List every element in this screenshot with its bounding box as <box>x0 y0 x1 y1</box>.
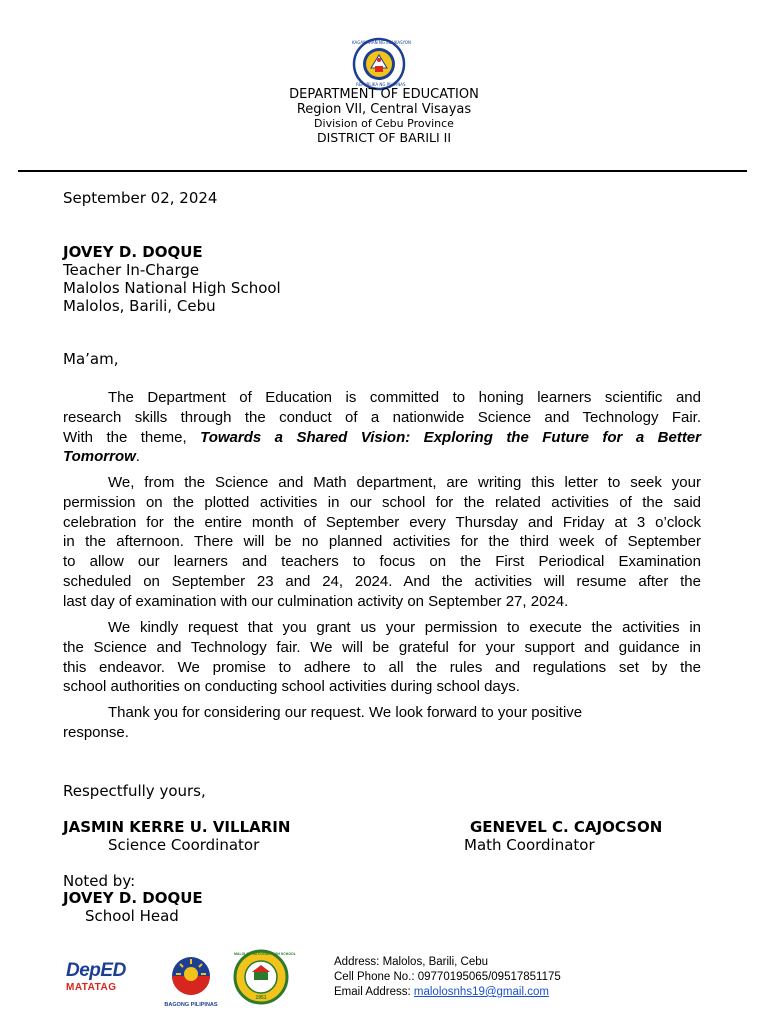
paragraph-line: We kindly request that you grant us your permission to execute the activities in <box>108 619 701 636</box>
letter-date: September 02, 2024 <box>63 189 218 207</box>
recipient-name: JOVEY D. DOQUE <box>63 243 203 261</box>
paragraph-line-theme <box>63 428 701 448</box>
recipient-school: Malolos National High School <box>63 279 281 297</box>
footer-address: Address: Malolos, Barili, Cebu <box>334 956 489 968</box>
closing: Respectfully yours, <box>63 782 206 800</box>
paragraph-line: school authorities on conducting school activities during school days. <box>63 678 520 696</box>
paragraph-line: celebration for the entire month of September every Thursday and Friday at 3 o’clock <box>63 513 701 531</box>
signatory-science-role: Science Coordinator <box>108 836 260 854</box>
theme-period: . <box>135 448 140 466</box>
school-seal <box>226 950 296 1004</box>
paragraph-line <box>63 447 701 467</box>
paragraph-line: in the afternoon. There will be no planned activities for the third week of September <box>63 533 701 551</box>
school-seal-year: 1951 <box>255 995 267 1001</box>
paragraph-permission <box>63 618 701 697</box>
header-region: Region VII, Central Visayas <box>296 102 472 117</box>
bagong-pilipinas-text: BAGONG PILIPINAS <box>164 1002 218 1008</box>
noted-label: Noted by: <box>63 872 136 890</box>
bagong-pilipinas-logo <box>158 955 224 1007</box>
noted-role: School Head <box>85 907 179 925</box>
salutation: Ma’am, <box>63 350 119 368</box>
noted-name: JOVEY D. DOQUE <box>63 889 203 907</box>
paragraph-request-details <box>63 473 701 612</box>
theme-title: Towards a Shared Vision: Exploring the Future for a Better <box>200 428 701 446</box>
paragraph-line: The Department of Education is committed to honing learners scientific and <box>108 389 701 406</box>
paragraph-line: to allow our learners and teachers to focus on the First Periodical Examination <box>63 553 701 571</box>
footer-email-label: Email Address: <box>334 986 414 998</box>
paragraph-line: We, from the Science and Math department, are writing this letter to seek your <box>108 474 701 491</box>
paragraph-line: scheduled on September 23 and 24, 2024. And the activities will resume after the <box>63 572 701 590</box>
paragraph-line: this endeavor. We promise to adhere to all the rules and regulations set by the <box>63 658 701 676</box>
paragraph-line: permission on the plotted activities in our school for the related activities of the said <box>63 493 701 511</box>
theme-lead: With the theme, <box>63 428 187 446</box>
paragraph-line: research skills through the conduct of a nationwide Science and Technology Fair. <box>63 408 701 426</box>
signatory-science-name: JASMIN KERRE U. VILLARIN <box>63 818 291 836</box>
recipient-address: Malolos, Barili, Cebu <box>63 297 216 315</box>
paragraph-intro <box>63 388 701 467</box>
paragraph-line: Thank you for considering our request. We look forward to your positive <box>108 704 583 721</box>
signatory-math-role: Math Coordinator <box>464 836 595 854</box>
header-department: DEPARTMENT OF EDUCATION <box>289 87 479 102</box>
paragraph-thanks <box>63 703 701 743</box>
footer-email-link[interactable]: malolosnhs19@gmail.com <box>413 986 549 998</box>
recipient-title: Teacher In-Charge <box>63 261 200 279</box>
matatag-logo-text: MATATAG <box>66 982 117 993</box>
school-seal-text: MALOLOS NATIONAL HIGH SCHOOL <box>234 952 296 956</box>
theme-title-end: Tomorrow <box>63 448 136 466</box>
footer-phone: Cell Phone No.: 09770195065/09517851175 <box>334 971 561 983</box>
deped-logo-text: DepED <box>66 960 126 981</box>
paragraph-line: the Science and Technology fair. We will be grateful for your support and guidance in <box>63 638 701 656</box>
header-divider <box>18 170 747 172</box>
deped-logo <box>66 960 146 998</box>
paragraph-line: last day of examination with our culmination activity on September 27, 2024. <box>63 592 569 610</box>
header-district: DISTRICT OF BARILI II <box>316 130 452 145</box>
footer-email-line <box>334 985 549 1000</box>
signatory-math-name: GENEVEL C. CAJOCSON <box>470 818 663 836</box>
paragraph-line: response. <box>63 723 129 741</box>
header-division: Division of Cebu Province <box>314 117 454 130</box>
seal-text-bottom: REPUBLIKA NG PILIPINAS <box>356 82 406 87</box>
seal-text-top: KAGAWARAN NG EDUKASYON <box>352 40 412 45</box>
